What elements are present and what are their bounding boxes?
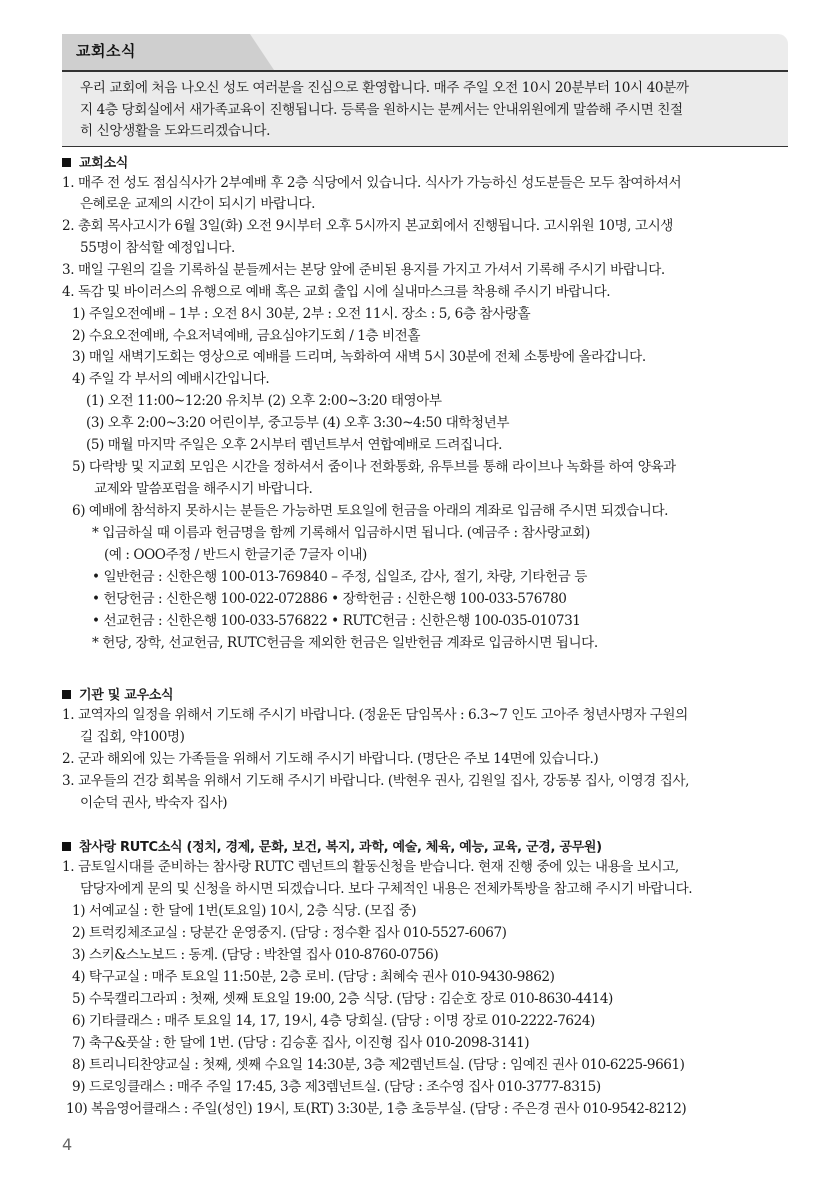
list-item: 길 집회, 약100명) [80,729,185,745]
section-title: 참사랑 RUTC소식 (정치, 경제, 문화, 보건, 복지, 과학, 예술, 체육, 예능, 교육, 군경, 공무원) [79,840,602,855]
list-item: 담당자에게 문의 및 신청을 하시면 되겠습니다. 보다 구체적인 내용은 전체카톡방을 참고해 주시기 바랍니다. [80,881,693,897]
list-item: 2) 수요오전예배, 수요저녁예배, 금요심야기도회 / 1층 비전홀 [72,328,421,344]
list-item: 1. 매주 전 성도 점심식사가 2부예배 후 2층 식당에서 있습니다. 식사가 가능하신 성도분들은 모두 참여하셔서 [62,175,682,191]
list-item: 6) 예배에 참석하지 못하시는 분들은 가능하면 토요일에 헌금을 아래의 계좌로 입금해 주시면 되겠습니다. [72,503,668,519]
list-item: 7) 축구&풋살 : 한 달에 1번. (담당 : 김승훈 집사, 이진형 집사 010-2098-3141) [72,1035,530,1051]
list-item: 이순덕 권사, 박숙자 집사) [80,795,228,811]
list-item: 2) 트럭킹체조교실 : 당분간 운영중지. (담당 : 정수환 집사 010-5527-6067) [72,925,507,941]
list-item: 은혜로운 교제의 시간이 되시기 바랍니다. [80,196,315,212]
section-heading-rutc-news [62,836,602,855]
section-heading-members-news [62,684,173,703]
list-item: 교제와 말씀포럼을 해주시기 바랍니다. [94,481,313,497]
page-number: 4 [62,1135,73,1154]
list-item: 3. 교우들의 건강 회복을 위해서 기도해 주시기 바랍니다. (박현우 권사, 김원일 집사, 강동봉 집사, 이영경 집사, [62,773,689,789]
list-item: 4. 독감 및 바이러스의 유행으로 예배 혹은 교회 출입 시에 실내마스크를 착용해 주시기 바랍니다. [62,284,611,300]
list-item: 2. 군과 해외에 있는 가족들을 위해서 기도해 주시기 바랍니다. (명단은 주보 14면에 있습니다.) [62,751,599,767]
list-item: 10) 복음영어클래스 : 주일(성인) 19시, 토(RT) 3:30분, 1층 초등부실. (담당 : 주은경 권사 010-9542-8212) [66,1101,687,1117]
list-item: 4) 탁구교실 : 매주 토요일 11:50분, 2층 로비. (담당 : 최혜숙 권사 010-9430-9862) [72,969,555,985]
page-title: 교회소식 [76,42,136,60]
list-item: 3) 스키&스노보드 : 동계. (담당 : 박찬열 집사 010-8760-0756) [72,947,439,963]
section-heading-church-news [62,152,128,171]
list-item: 9) 드로잉클래스 : 매주 주일 17:45, 3층 제3렘넌트실. (담당 : 조수영 집사 010-3777-8315) [72,1079,601,1095]
welcome-line: 히 신앙생활을 도와드리겠습니다. [80,123,271,139]
list-item: • 선교헌금 : 신한은행 100-033-576822 • RUTC헌금 : 신한은행 100-035-010731 [92,613,581,629]
list-item: 3) 매일 새벽기도회는 영상으로 예배를 드리며, 녹화하여 새벽 5시 30분에 전체 소통방에 올라갑니다. [72,349,646,365]
list-item: 1. 교역자의 일정을 위해서 기도해 주시기 바랍니다. (정윤돈 담임목사 : 6.3~7 인도 고아주 청년사명자 구원의 [62,707,688,723]
square-bullet-icon [62,690,71,699]
list-item: * 입금하실 때 이름과 헌금명을 함께 기록해서 입금하시면 됩니다. (예금주 : 참사랑교회) [92,525,590,541]
list-item: 1) 주일오전예배 – 1부 : 오전 8시 30분, 2부 : 오전 11시. 장소 : 5, 6층 참사랑홀 [72,306,531,322]
section-title: 교회소식 [79,156,129,171]
welcome-text [80,78,776,143]
list-item: (3) 오후 2:00~3:20 어린이부, 중고등부 (4) 오후 3:30~4:50 대학청년부 [86,415,510,431]
list-item: 5) 다락방 및 지교회 모임은 시간을 정하셔서 줌이나 전화통화, 유투브를 통해 라이브나 녹화를 하여 양육과 [72,459,676,475]
list-item: (5) 매월 마지막 주일은 오후 2시부터 렘넌트부서 연합예배로 드려집니다. [86,437,503,453]
section-title: 기관 및 교우소식 [79,688,174,703]
welcome-line: 우리 교회에 처음 나오신 성도 여러분을 진심으로 환영합니다. 매주 주일 오전 10시 20분부터 10시 40분까 [80,80,689,96]
list-item: 1) 서예교실 : 한 달에 1번(토요일) 10시, 2층 식당. (모집 중) [72,903,417,919]
list-item: 4) 주일 각 부서의 예배시간입니다. [72,371,270,387]
square-bullet-icon [62,158,71,167]
list-item: 6) 기타클래스 : 매주 토요일 14, 17, 19시, 4층 당회실. (담당 : 이명 장로 010-2222-7624) [72,1013,595,1029]
list-item: 2. 총회 목사고시가 6월 3일(화) 오전 9시부터 오후 5시까지 본교회에서 진행됩니다. 고시위원 10명, 고시생 [62,218,673,234]
list-item: 5) 수묵캘리그라피 : 첫째, 셋째 토요일 19:00, 2층 식당. (담당 : 김순호 장로 010-8630-4414) [72,991,613,1007]
square-bullet-icon [62,842,71,851]
list-item: 8) 트리니티찬양교실 : 첫째, 셋째 수요일 14:30분, 3층 제2렘넌트실. (담당 : 임예진 권사 010-6225-9661) [72,1057,685,1073]
list-item: * 헌당, 장학, 선교헌금, RUTC헌금을 제외한 헌금은 일반헌금 계좌로 입금하시면 됩니다. [92,635,598,651]
welcome-line: 지 4층 당회실에서 새가족교육이 진행됩니다. 등록을 원하시는 분께서는 안내위원에게 말씀해 주시면 친절 [80,101,683,118]
list-item: 3. 매일 구원의 길을 기록하실 분들께서는 본당 앞에 준비된 용지를 가지고 가셔서 기록해 주시기 바랍니다. [62,262,665,278]
list-item: 55명이 참석할 예정입니다. [80,240,235,256]
list-item: (1) 오전 11:00~12:20 유치부 (2) 오후 2:00~3:20 태영아부 [86,393,442,409]
list-item: • 일반헌금 : 신한은행 100-013-769840 – 주정, 십일조, 감사, 절기, 차량, 기타헌금 등 [92,569,587,585]
list-item: • 헌당헌금 : 신한은행 100-022-072886 • 장학헌금 : 신한은행 100-033-576780 [92,591,567,607]
list-item: (예 : OOO주정 / 반드시 한글기준 7글자 이내) [104,547,367,563]
list-item: 1. 금토일시대를 준비하는 참사랑 RUTC 렘넌트의 활동신청을 받습니다. 현재 진행 중에 있는 내용을 보시고, [62,859,679,875]
